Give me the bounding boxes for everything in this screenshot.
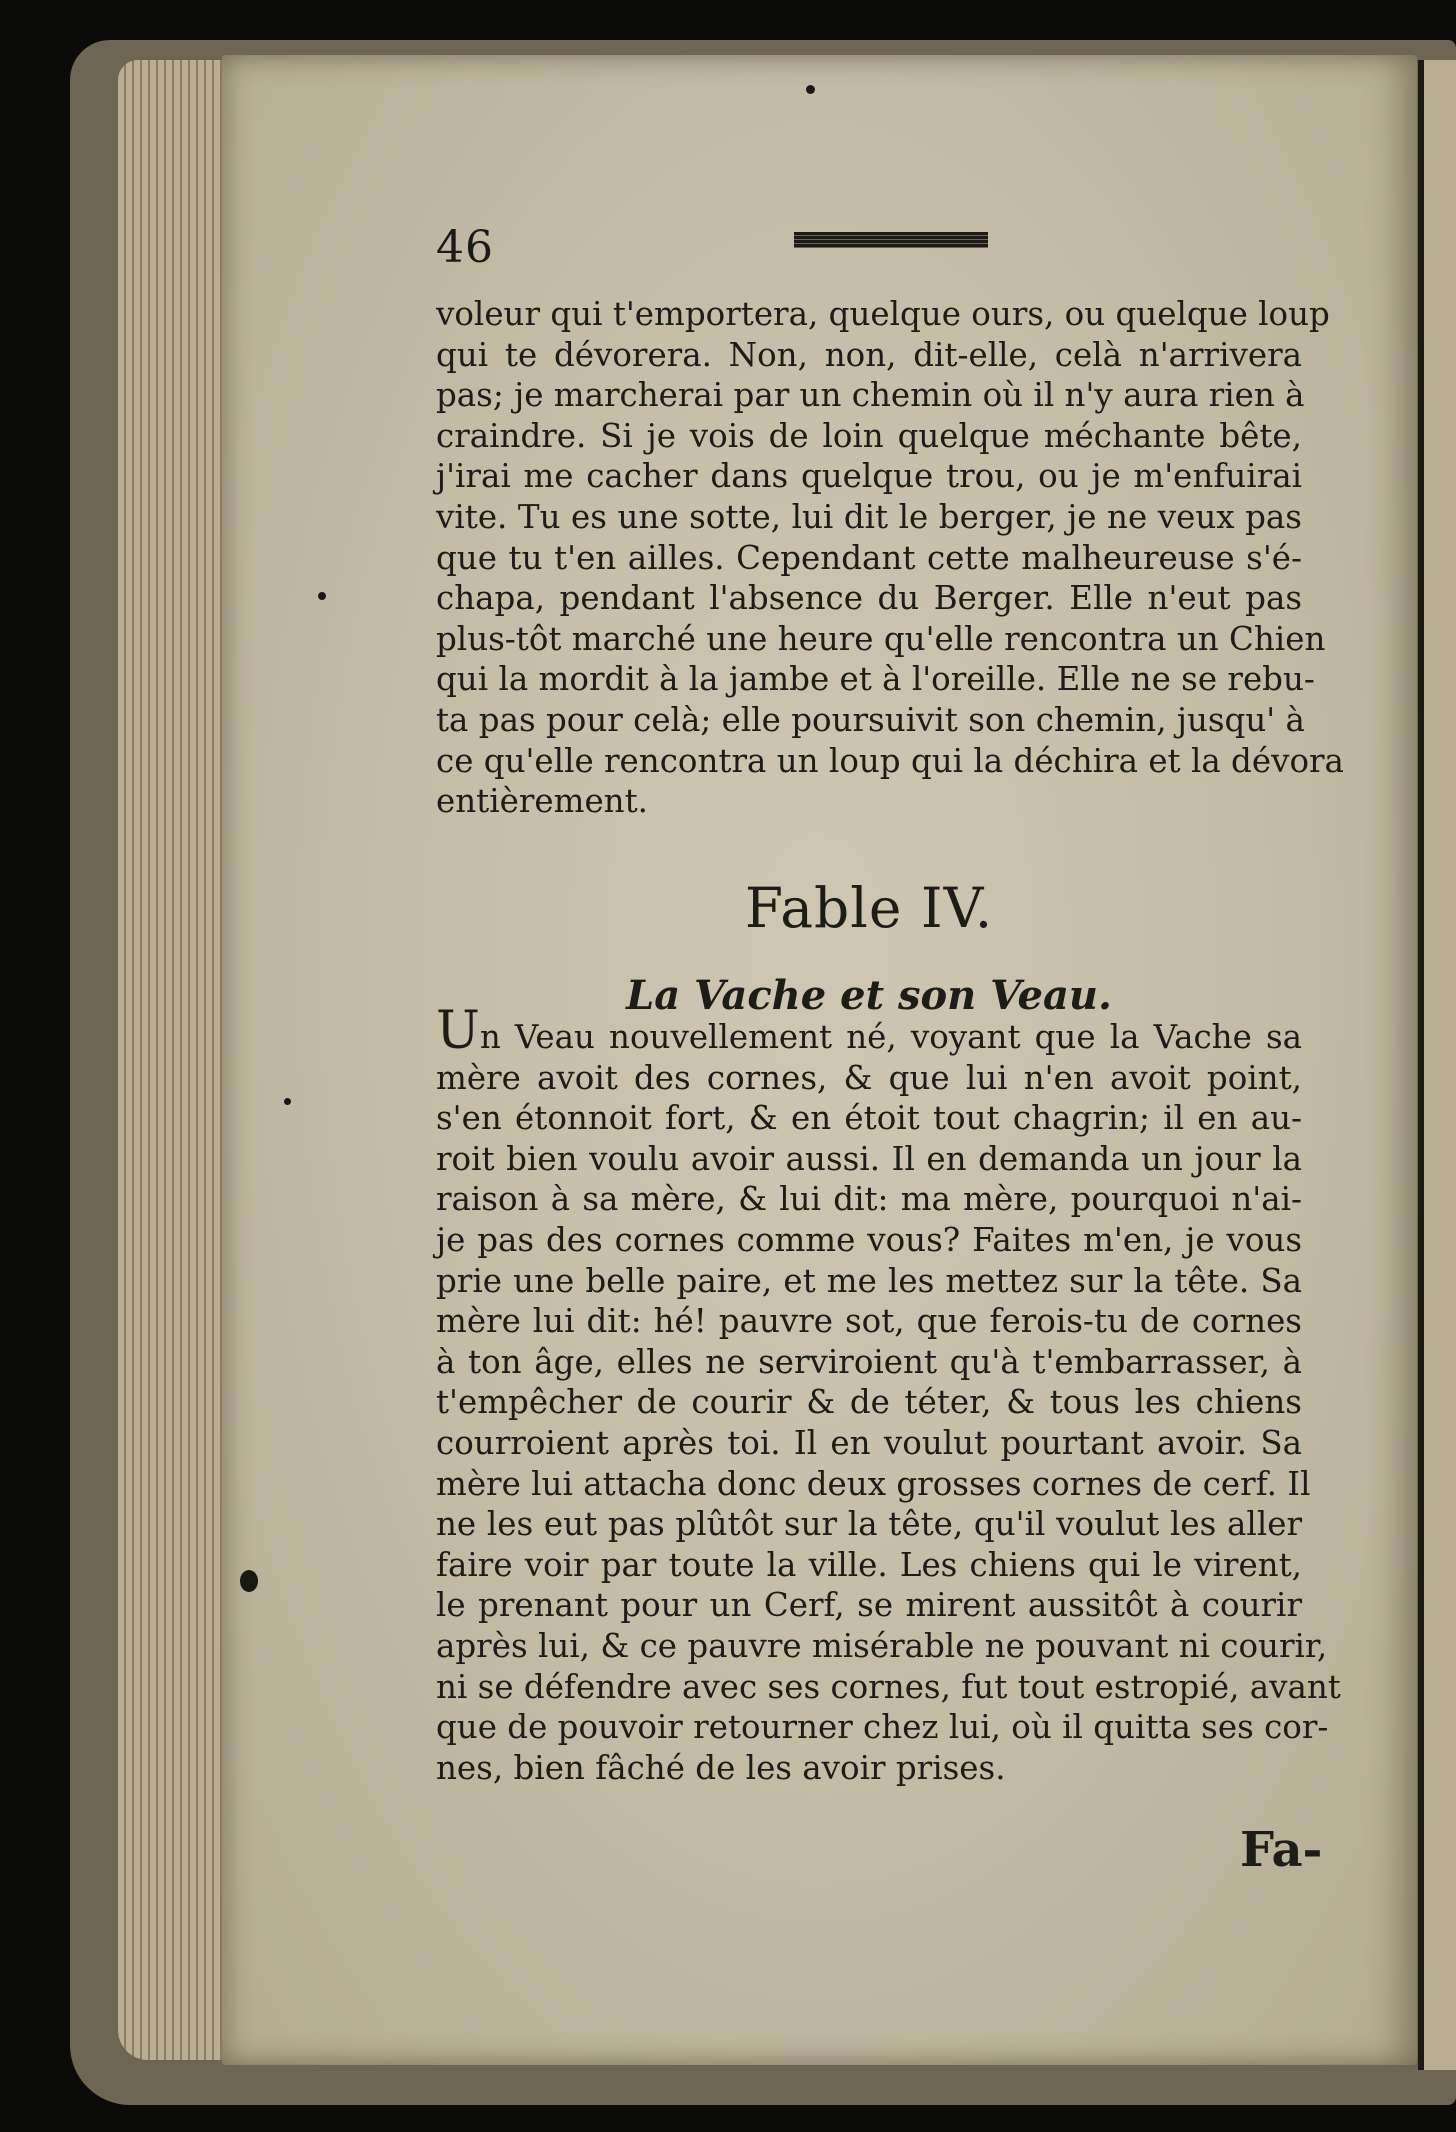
text-line: mère avoit des cornes, & que lui n'en avoit point, (436, 1058, 1302, 1097)
text-line: chapa, pendant l'absence du Berger. Elle n'eut pas (436, 579, 1302, 618)
text-line: après lui, & ce pauvre misérable ne pouvant ni courir, (436, 1626, 1328, 1665)
fable-subtitle: La Vache et son Veau. (626, 972, 1112, 1019)
text-line: ne les eut pas plûtôt sur la tête, qu'il voulut les aller (436, 1505, 1302, 1544)
paragraph-continued (436, 294, 1344, 822)
ink-speck (284, 1098, 291, 1105)
facing-page-edge (1418, 60, 1456, 2070)
text-line: entièrement. (436, 782, 648, 821)
text-line: qui la mordit à la jambe et à l'oreille. Elle ne se rebu- (436, 660, 1315, 699)
text-line: ta pas pour celà; elle poursuivit son chemin, jusqu' à (436, 700, 1305, 739)
ink-speck (240, 1570, 258, 1592)
text-line: prie une belle paire, et me les mettez sur la tête. Sa (436, 1261, 1302, 1300)
text-line: qui te dévorera. Non, non, dit-elle, celà n'arrivera (436, 335, 1302, 374)
text-line: vite. Tu es une sotte, lui dit le berger, je ne veux pas (436, 497, 1302, 536)
text-line: n Veau nouvellement né, voyant que la Vache sa (479, 1018, 1302, 1056)
ink-speck (806, 85, 815, 94)
text-line: mère lui attacha donc deux grosses cornes de cerf. Il (436, 1464, 1311, 1503)
catchword: Fa- (1240, 1822, 1323, 1878)
text-line: j'irai me cacher dans quelque trou, ou je m'enfuirai (436, 457, 1302, 496)
text-line: craindre. Si je vois de loin quelque méchante bête, (436, 416, 1302, 455)
text-line: nes, bien fâché de les avoir prises. (436, 1748, 1006, 1787)
text-line: courroient après toi. Il en voulut pourtant avoir. Sa (436, 1423, 1302, 1462)
text-line: raison à sa mère, & lui dit: ma mère, pourquoi n'ai- (436, 1180, 1302, 1219)
fable-text (436, 1001, 1341, 1788)
fable-title: Fable IV. (744, 876, 994, 940)
text-line: ni se défendre avec ses cornes, fut tout estropié, avant (436, 1667, 1341, 1706)
text-line: s'en étonnoit fort, & en étoit tout chagrin; il en au- (436, 1099, 1302, 1138)
text-line: roit bien voulu avoir aussi. Il en demanda un jour la (436, 1139, 1302, 1178)
text-line: je pas des cornes comme vous? Faites m'en, je vous (436, 1220, 1302, 1259)
text-line: à ton âge, elles ne serviroient qu'à t'embarrasser, à (436, 1342, 1302, 1381)
text-line: plus-tôt marché une heure qu'elle rencontra un Chien (436, 619, 1326, 658)
text-line: voleur qui t'emportera, quelque ours, ou quelque loup (436, 295, 1330, 333)
text-line: pas; je marcherai par un chemin où il n'y aura rien à (436, 376, 1305, 415)
drop-cap: U (436, 1001, 480, 1061)
page-header (436, 222, 1306, 273)
header-rule (794, 232, 988, 248)
ink-speck (318, 592, 326, 600)
text-line-first (436, 1001, 1302, 1061)
text-line: ce qu'elle rencontra un loup qui la déchira et la dévora (436, 741, 1344, 780)
text-line: faire voir par toute la ville. Les chiens qui le virent, (436, 1545, 1302, 1584)
text-line: que tu t'en ailles. Cependant cette malheureuse s'é- (436, 538, 1302, 577)
text-line: mère lui dit: hé! pauvre sot, que ferois-tu de cornes (436, 1302, 1302, 1341)
text-line: que de pouvoir retourner chez lui, où il quitta ses cor- (436, 1708, 1329, 1747)
text-line: le prenant pour un Cerf, se mirent aussitôt à courir (436, 1586, 1302, 1625)
page-edges (118, 60, 238, 2060)
page-number: 46 (436, 222, 494, 273)
text-line: t'empêcher de courir & de téter, & tous les chiens (436, 1383, 1302, 1422)
